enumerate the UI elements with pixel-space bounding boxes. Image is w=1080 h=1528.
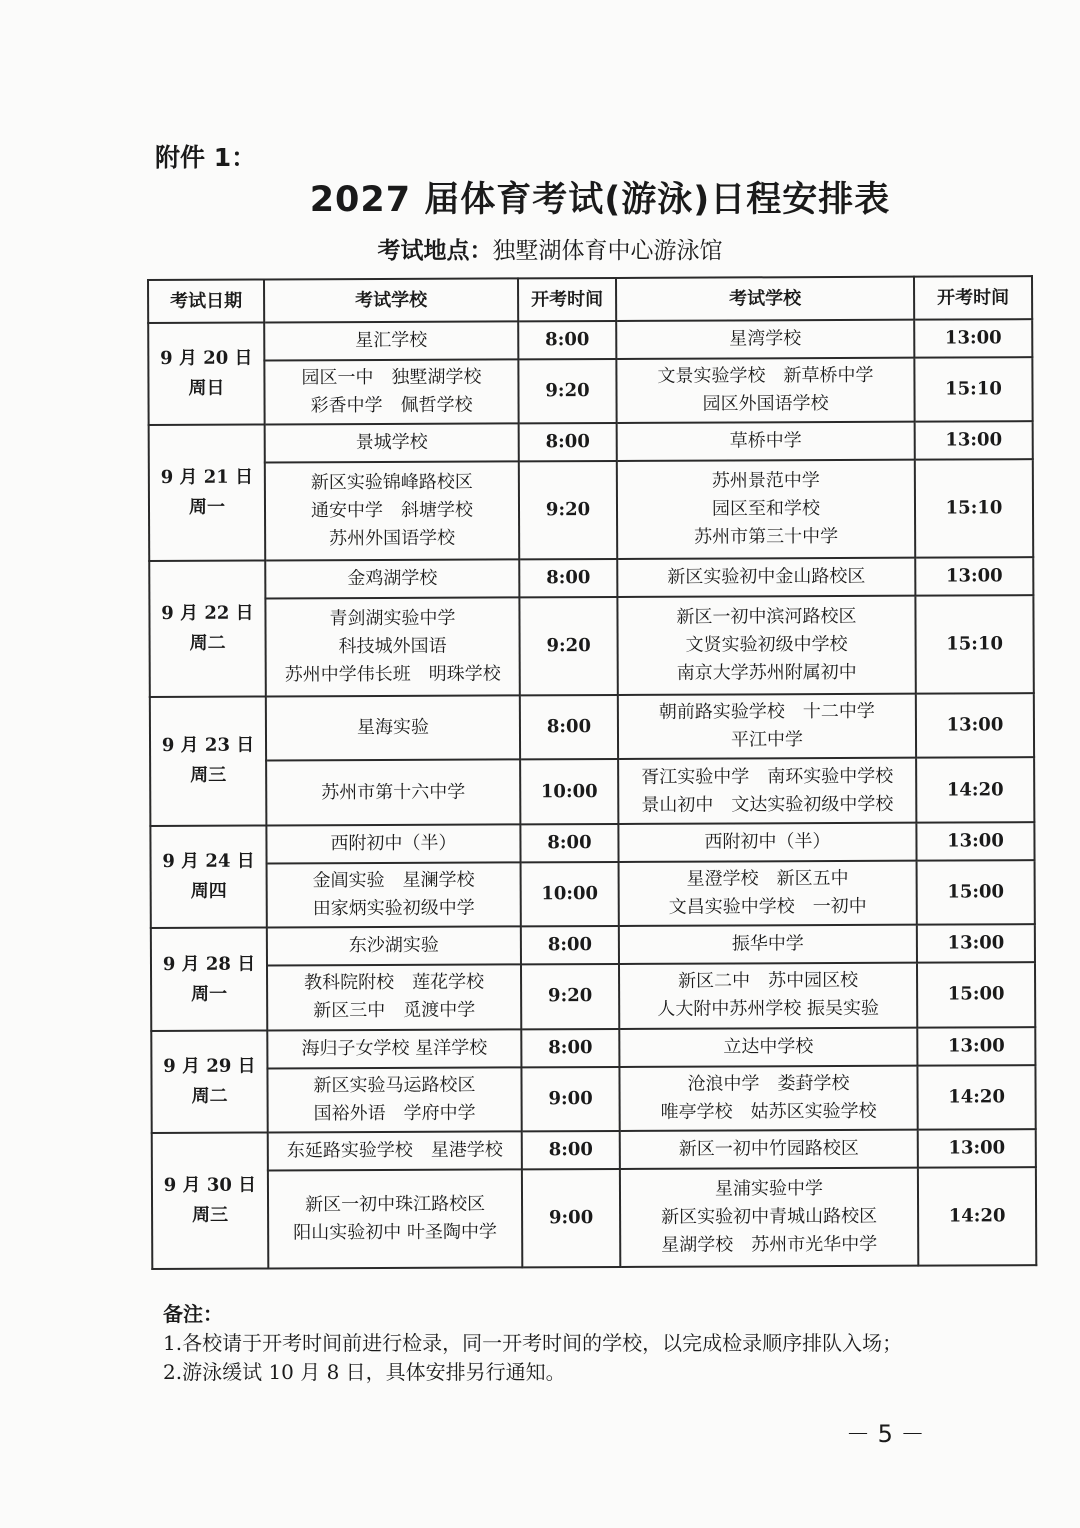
school-name: 彩香中学 佩哲学校 — [310, 394, 473, 417]
start-time-a: 8:00 — [520, 824, 618, 862]
start-time-a: 10:00 — [521, 862, 619, 927]
school-cell-b — [619, 1027, 917, 1066]
school-name: 唯亭学校 姑苏区实验学校 — [660, 1100, 877, 1123]
start-time-b: 13:00 — [915, 557, 1033, 595]
table-row — [149, 459, 1033, 561]
school-name: 新区三中 觅渡中学 — [313, 1000, 476, 1022]
school-name: 园区至和学校 — [711, 498, 821, 520]
exam-date-cell — [149, 425, 266, 561]
school-name: 科技城外国语 — [338, 635, 447, 658]
school-name: 东沙湖实验 — [348, 935, 439, 957]
header-time-a: 开考时间 — [518, 278, 616, 321]
school-cell-b — [617, 596, 915, 695]
school-cell-b — [616, 320, 914, 359]
start-time-b: 13:00 — [917, 925, 1035, 963]
school-name: 园区一中 独墅湖学校 — [301, 366, 482, 389]
exam-date-cell — [150, 696, 267, 826]
school-cell-a — [265, 462, 519, 561]
school-cell-a — [267, 1067, 521, 1133]
school-name: 新区实验初中金山路校区 — [667, 565, 866, 588]
exam-date-cell — [152, 1133, 269, 1269]
school-cell-b — [619, 925, 917, 964]
school-cell-a — [267, 862, 521, 928]
start-time-b: 13:00 — [916, 693, 1034, 758]
start-time-a: 9:20 — [518, 359, 616, 424]
exam-weekday: 周三 — [190, 765, 227, 787]
table-row — [151, 1027, 1035, 1069]
school-cell-b — [620, 1168, 918, 1267]
school-name: 南京大学苏州附属初中 — [676, 661, 857, 684]
school-name: 苏州中学伟长班 明珠学校 — [284, 663, 501, 686]
start-time-b: 14:20 — [916, 758, 1034, 823]
start-time-a: 8:00 — [519, 559, 617, 597]
school-name: 景城学校 — [355, 432, 428, 454]
table-row — [152, 1167, 1036, 1269]
school-name: 东延路实验学校 星港学校 — [286, 1139, 503, 1162]
exam-date: 9 月 30 日 — [163, 1174, 257, 1196]
table-row — [152, 1129, 1036, 1171]
schedule-table — [147, 275, 1037, 1270]
start-time-a: 8:00 — [522, 1131, 620, 1169]
school-cell-a — [265, 424, 519, 463]
schedule-body — [148, 319, 1036, 1269]
table-row — [149, 557, 1033, 599]
start-time-b: 14:20 — [917, 1065, 1035, 1130]
school-cell-a — [264, 321, 518, 360]
school-cell-a — [264, 359, 518, 425]
school-name: 金阊实验 星澜学校 — [312, 869, 475, 892]
start-time-b: 13:00 — [914, 319, 1032, 357]
exam-date: 9 月 21 日 — [160, 466, 254, 489]
start-time-a: 8:00 — [521, 1029, 619, 1067]
school-name: 星浦实验中学 — [714, 1178, 824, 1200]
school-name: 胥江实验中学 南环实验中学校 — [641, 765, 894, 788]
school-cell-b — [620, 1130, 918, 1169]
table-row — [151, 925, 1035, 967]
school-name: 新区实验初中青城山路校区 — [661, 1205, 878, 1228]
school-name: 金鸡湖学校 — [347, 567, 438, 590]
exam-date-cell — [149, 561, 266, 697]
start-time-b: 13:00 — [918, 1129, 1036, 1167]
table-row — [150, 758, 1034, 826]
start-time-a: 9:00 — [522, 1169, 620, 1267]
exam-date: 9 月 28 日 — [162, 953, 256, 975]
exam-date-cell — [150, 825, 266, 928]
exam-weekday: 周日 — [188, 377, 225, 400]
start-time-a: 8:00 — [518, 321, 616, 359]
school-cell-b — [616, 357, 914, 423]
school-name: 新区二中 苏中园区校 — [678, 970, 859, 993]
header-exam-date: 考试日期 — [148, 279, 264, 323]
start-time-a: 9:00 — [521, 1067, 619, 1132]
school-name: 人大附中苏州学校 振吴实验 — [657, 998, 880, 1021]
school-cell-b — [619, 1065, 917, 1131]
school-name: 教科院附校 莲花学校 — [304, 972, 485, 994]
school-name: 草桥中学 — [729, 430, 802, 452]
school-name: 国裕外语 学府中学 — [313, 1102, 476, 1125]
school-cell-a — [267, 1029, 521, 1068]
start-time-b: 15:00 — [917, 962, 1035, 1027]
exam-date-cell — [151, 928, 267, 1031]
start-time-b: 13:00 — [915, 422, 1033, 460]
exam-date: 9 月 23 日 — [161, 734, 255, 757]
venue-value: 独墅湖体育中心游泳馆 — [492, 238, 723, 264]
school-name: 新区实验马运路校区 — [313, 1074, 476, 1097]
exam-date: 9 月 22 日 — [161, 602, 254, 624]
table-row — [151, 860, 1035, 928]
school-cell-a — [266, 824, 520, 863]
school-name: 新区实验锦峰路校区 — [310, 471, 473, 494]
school-name: 立达中学校 — [723, 1035, 814, 1058]
school-name: 苏州外国语学校 — [329, 527, 456, 550]
school-name: 星澄学校 新区五中 — [686, 868, 849, 890]
school-name: 园区外国语学校 — [702, 393, 829, 415]
document-title: 2027 届体育考试(游泳)日程安排表 — [309, 180, 891, 220]
school-name: 文景实验学校 新草桥中学 — [657, 364, 874, 387]
school-cell-a — [265, 597, 519, 696]
school-name: 新区一初中滨河路校区 — [676, 605, 857, 628]
school-name: 沧浪中学 娄葑学校 — [687, 1072, 850, 1095]
start-time-b: 15:10 — [915, 459, 1033, 557]
exam-date-cell — [151, 1030, 267, 1133]
exam-weekday: 周二 — [189, 632, 226, 654]
start-time-a: 8:00 — [520, 695, 618, 760]
exam-date: 9 月 20 日 — [160, 347, 253, 370]
start-time-b: 15:00 — [917, 860, 1035, 925]
school-name: 西附初中（半） — [330, 832, 457, 855]
school-name: 阳山实验初中 叶圣陶中学 — [293, 1221, 498, 1244]
exam-date: 9 月 24 日 — [162, 850, 255, 873]
start-time-a: 9:20 — [519, 461, 617, 559]
school-cell-a — [265, 560, 519, 599]
table-header-row — [148, 276, 1032, 323]
venue-line — [0, 232, 1080, 265]
page-number: － 5 － — [846, 1420, 925, 1448]
school-cell-a — [268, 1131, 522, 1170]
notes-heading: 备注： — [163, 1302, 223, 1326]
school-name: 西附初中（半） — [704, 830, 831, 853]
notes — [163, 1300, 902, 1387]
header-school-b: 考试学校 — [616, 277, 914, 321]
start-time-a: 9:20 — [519, 597, 617, 695]
start-time-b: 14:20 — [918, 1167, 1036, 1266]
start-time-b: 15:10 — [915, 595, 1033, 693]
table-row — [150, 822, 1034, 864]
school-name: 星湖学校 苏州市光华中学 — [661, 1233, 878, 1256]
table-row — [150, 693, 1034, 761]
table-row — [148, 357, 1032, 425]
school-cell-b — [617, 422, 915, 461]
table-row — [151, 1065, 1035, 1133]
school-name: 海归子女学校 星洋学校 — [301, 1037, 488, 1059]
school-name: 星海实验 — [356, 716, 430, 739]
school-cell-a — [268, 1169, 522, 1268]
school-cell-b — [618, 823, 916, 862]
school-name: 文贤实验初级中学校 — [685, 633, 848, 656]
venue-label: 考试地点： — [377, 238, 493, 264]
school-cell-a — [266, 695, 520, 761]
start-time-b: 15:10 — [914, 357, 1032, 422]
school-cell-b — [618, 758, 916, 824]
exam-weekday: 周二 — [191, 1085, 228, 1107]
table-row — [149, 422, 1033, 464]
school-cell-a — [267, 927, 521, 966]
header-school-a: 考试学校 — [264, 278, 518, 322]
school-name: 新区一初中珠江路校区 — [304, 1193, 486, 1216]
school-cell-a — [267, 965, 521, 1031]
start-time-a: 8:00 — [519, 423, 617, 461]
exam-date: 9 月 29 日 — [163, 1055, 256, 1077]
school-cell-b — [617, 460, 915, 559]
school-name: 文昌实验中学校 一初中 — [668, 895, 867, 918]
start-time-a: 8:00 — [521, 926, 619, 964]
school-name: 通安中学 斜塘学校 — [310, 499, 474, 522]
start-time-b: 13:00 — [916, 822, 1034, 860]
school-name: 新区一初中竹园路校区 — [678, 1137, 859, 1160]
school-name: 星湾学校 — [729, 328, 802, 350]
start-time-a: 9:20 — [521, 964, 619, 1029]
start-time-a: 10:00 — [520, 759, 618, 824]
school-cell-a — [266, 760, 520, 826]
attachment-label: 附件 1： — [155, 143, 257, 172]
table-row — [151, 962, 1035, 1030]
school-cell-b — [617, 558, 915, 597]
school-name: 苏州市第十六中学 — [321, 781, 466, 803]
school-name: 景山初中 文达实验初级中学校 — [641, 793, 894, 816]
school-name: 振华中学 — [731, 933, 804, 955]
school-name: 苏州景范中学 — [711, 470, 820, 492]
exam-weekday: 周一 — [188, 496, 226, 519]
table-row — [148, 319, 1032, 361]
exam-date-cell — [148, 322, 264, 425]
note-item: 2.游泳缓试 10 月 8 日，具体安排另行通知。 — [163, 1360, 566, 1384]
table-row — [149, 595, 1033, 697]
school-name: 朝前路实验学校 十二中学 — [658, 701, 875, 723]
school-name: 星汇学校 — [355, 329, 428, 351]
exam-weekday: 周一 — [191, 983, 228, 1005]
note-item: 1.各校请于开考时间前进行检录，同一开考时间的学校，以完成检录顺序排队入场； — [163, 1331, 903, 1355]
school-name: 平江中学 — [730, 729, 804, 751]
exam-weekday: 周三 — [192, 1204, 229, 1226]
school-name: 苏州市第三十中学 — [694, 526, 839, 548]
school-name: 田家炳实验初级中学 — [312, 897, 475, 920]
school-name: 青剑湖实验中学 — [329, 607, 456, 630]
start-time-b: 13:00 — [917, 1027, 1035, 1065]
school-cell-b — [619, 963, 917, 1029]
header-time-b: 开考时间 — [914, 276, 1032, 320]
school-cell-b — [618, 694, 916, 760]
exam-weekday: 周四 — [190, 880, 227, 903]
school-cell-b — [619, 860, 917, 926]
